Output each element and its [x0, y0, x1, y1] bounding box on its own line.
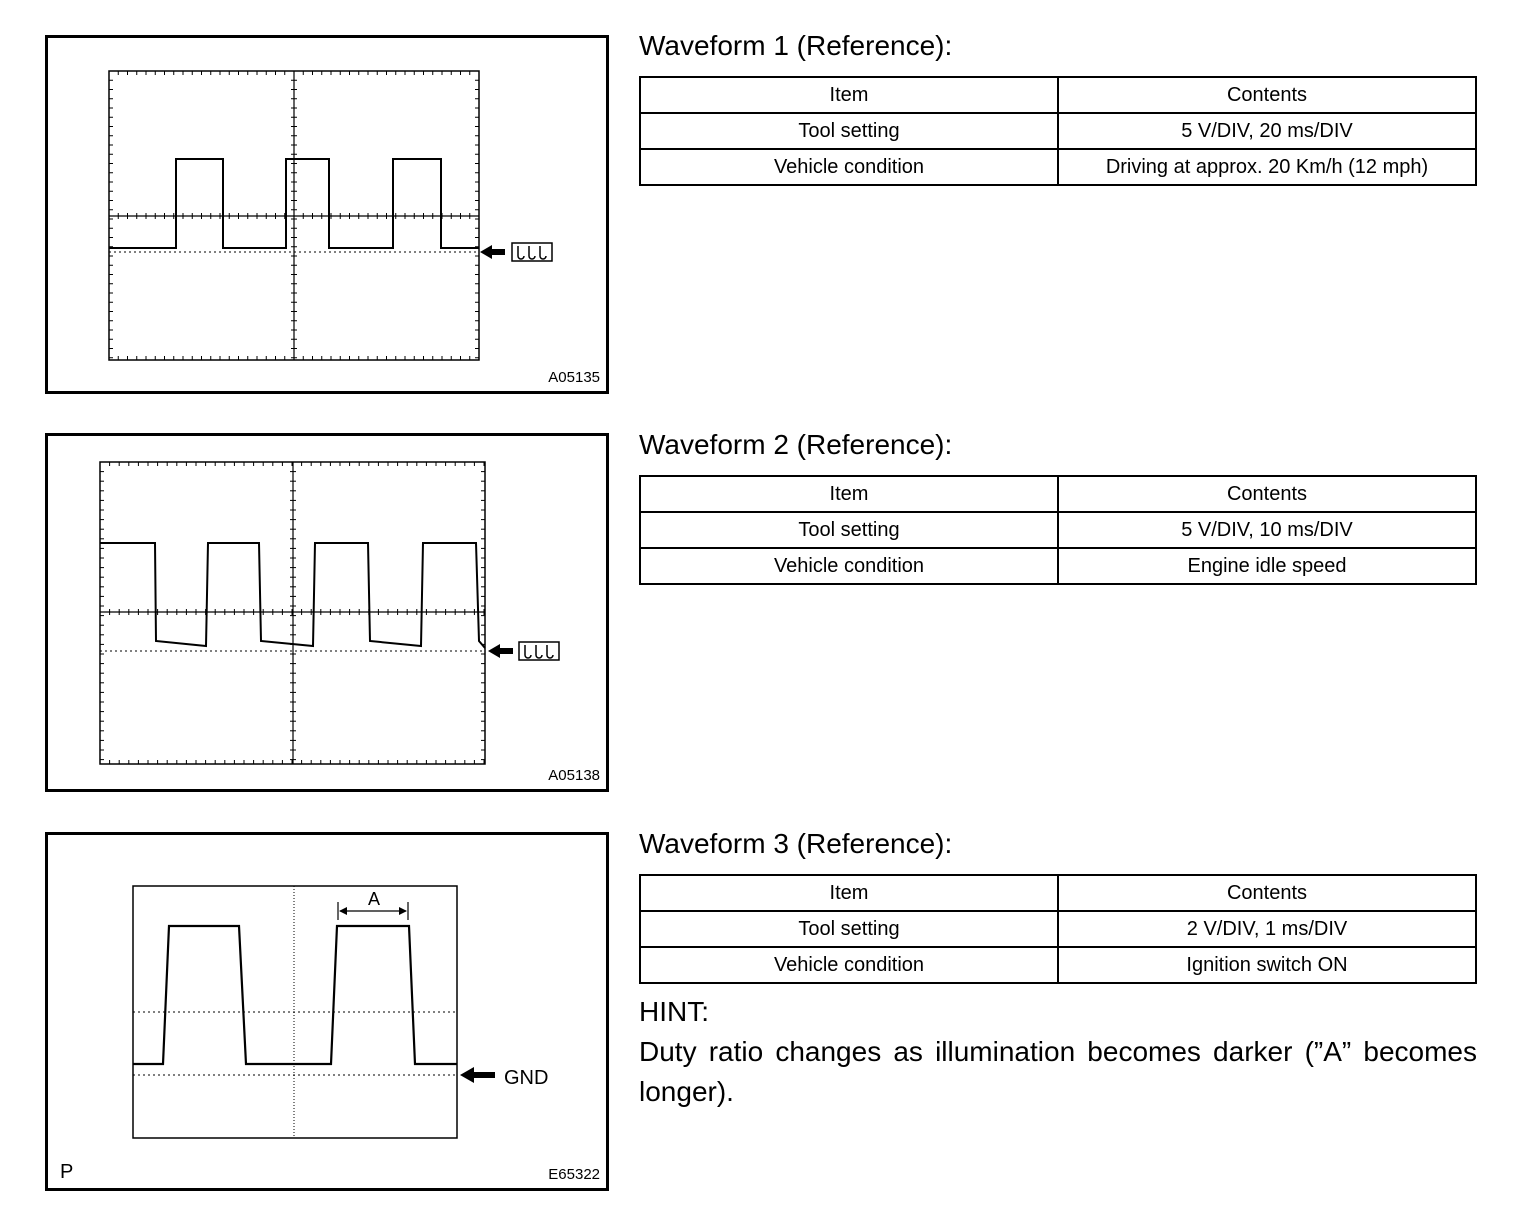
- table-row: [640, 947, 1476, 983]
- corner-label: P: [60, 1161, 74, 1183]
- row-contents: 5 V/DIV, 20 ms/DIV: [1058, 113, 1476, 149]
- table-row: [640, 113, 1476, 149]
- figure-id: E65322: [548, 1166, 600, 1183]
- row-item: Tool setting: [640, 911, 1058, 947]
- row-item: Tool setting: [640, 512, 1058, 548]
- gnd-label: GND: [504, 1067, 549, 1089]
- table-row: [640, 512, 1476, 548]
- ground-arrow-icon: [488, 642, 559, 660]
- row-contents: Ignition switch ON: [1058, 947, 1476, 983]
- waveform-2-table: [639, 475, 1477, 585]
- dimension-a-label: A: [368, 889, 381, 909]
- row-contents: 2 V/DIV, 1 ms/DIV: [1058, 911, 1476, 947]
- waveform-3-title: Waveform 3 (Reference):: [639, 828, 953, 859]
- row-item: Tool setting: [640, 113, 1058, 149]
- table-header-row: [640, 77, 1476, 113]
- header-item: Item: [640, 476, 1058, 512]
- waveform-1-table: [639, 76, 1477, 186]
- row-contents: Engine idle speed: [1058, 548, 1476, 584]
- row-item: Vehicle condition: [640, 149, 1058, 185]
- header-contents: Contents: [1058, 476, 1476, 512]
- hint-text: Duty ratio changes as illumination becomes darker (”A” becomes longer).: [639, 1036, 1477, 1107]
- waveform-3-table: [639, 874, 1477, 984]
- header-contents: Contents: [1058, 77, 1476, 113]
- table-row: [640, 548, 1476, 584]
- table-header-row: [640, 875, 1476, 911]
- row-item: Vehicle condition: [640, 947, 1058, 983]
- row-contents: Driving at approx. 20 Km/h (12 mph): [1058, 149, 1476, 185]
- table-row: [640, 911, 1476, 947]
- row-item: Vehicle condition: [640, 548, 1058, 584]
- hint-block: [639, 992, 1477, 1112]
- header-item: Item: [640, 875, 1058, 911]
- waveform-3-trace: [133, 926, 457, 1064]
- waveform-1-scope: [48, 38, 606, 391]
- waveform-1-title: Waveform 1 (Reference):: [639, 30, 953, 61]
- row-contents: 5 V/DIV, 10 ms/DIV: [1058, 512, 1476, 548]
- hint-label: HINT:: [639, 996, 709, 1027]
- waveform-2-scope: [48, 436, 606, 789]
- table-header-row: [640, 476, 1476, 512]
- waveform-3-scope: [48, 835, 606, 1188]
- figure-id: A05135: [548, 369, 600, 386]
- header-contents: Contents: [1058, 875, 1476, 911]
- waveform-2-figure: [45, 433, 609, 792]
- waveform-3-figure: [45, 832, 609, 1191]
- waveform-2-title: Waveform 2 (Reference):: [639, 429, 953, 460]
- gnd-arrow-icon: [460, 1067, 495, 1083]
- header-item: Item: [640, 77, 1058, 113]
- waveform-1-figure: [45, 35, 609, 394]
- figure-id: A05138: [548, 767, 600, 784]
- table-row: [640, 149, 1476, 185]
- ground-arrow-icon: [480, 243, 552, 261]
